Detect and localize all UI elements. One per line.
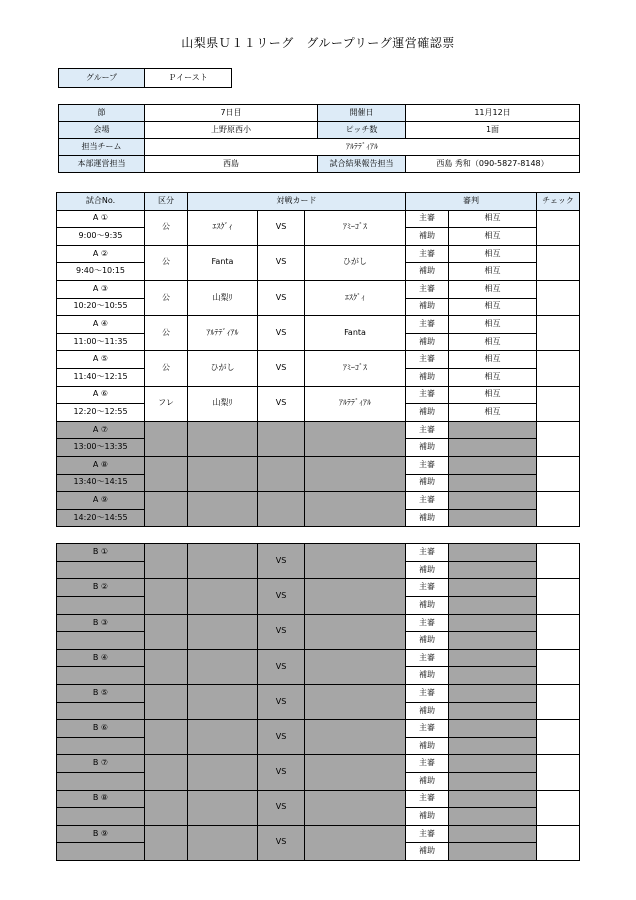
role-main-label: 主審 [406, 755, 449, 773]
match-row [57, 280, 580, 298]
match-row [57, 245, 580, 263]
role-assist-label: 補助 [406, 773, 449, 791]
header-match-no: 試合No. [57, 193, 145, 211]
away-team [305, 720, 406, 755]
check-cell [537, 386, 580, 421]
role-assist-label: 補助 [406, 737, 449, 755]
page-title: 山梨県Ｕ１１リーグ グループリーグ運営確認票 [181, 36, 455, 50]
match-time: 11:40～12:15 [57, 368, 145, 386]
check-cell [537, 755, 580, 790]
separator-cell [57, 527, 580, 544]
match-id: A ④ [57, 316, 145, 334]
away-team [305, 825, 406, 860]
ref-main-value [449, 649, 537, 667]
section-value: 7日目 [145, 105, 318, 122]
group-label: グループ [59, 69, 145, 88]
match-row [57, 755, 580, 773]
ref-main-value [449, 614, 537, 632]
ref-main-value [449, 492, 537, 510]
role-assist-label: 補助 [406, 439, 449, 457]
role-main-label: 主審 [406, 245, 449, 263]
vs-label: VS [258, 685, 305, 720]
away-team [305, 544, 406, 579]
match-kubun [145, 720, 188, 755]
pitch-label: ピッチ数 [318, 122, 406, 139]
header-card: 対戦カード [188, 193, 406, 211]
ref-assist-value: 相互 [449, 263, 537, 281]
home-team [188, 544, 258, 579]
match-id: B ⑦ [57, 755, 145, 773]
away-team [305, 790, 406, 825]
team-label: 担当チーム [59, 139, 145, 156]
check-cell [537, 421, 580, 456]
match-row [57, 456, 580, 474]
match-id: B ⑤ [57, 685, 145, 703]
vs-label [258, 421, 305, 456]
role-assist-label: 補助 [406, 597, 449, 615]
match-kubun [145, 825, 188, 860]
ref-main-value: 相互 [449, 210, 537, 228]
check-cell [537, 544, 580, 579]
vs-label: VS [258, 825, 305, 860]
home-team [188, 825, 258, 860]
match-id: A ③ [57, 280, 145, 298]
role-main-label: 主審 [406, 421, 449, 439]
ref-assist-value [449, 808, 537, 826]
check-cell [537, 790, 580, 825]
role-main-label: 主審 [406, 649, 449, 667]
header-referee: 審判 [406, 193, 537, 211]
vs-label: VS [258, 790, 305, 825]
match-kubun: 公 [145, 351, 188, 386]
role-main-label: 主審 [406, 351, 449, 369]
match-time [57, 632, 145, 650]
match-row [57, 825, 580, 843]
check-cell [537, 280, 580, 315]
ref-main-value [449, 825, 537, 843]
home-team [188, 755, 258, 790]
match-row [57, 421, 580, 439]
vs-label: VS [258, 755, 305, 790]
match-time: 13:40～14:15 [57, 474, 145, 492]
match-id: B ⑥ [57, 720, 145, 738]
check-cell [537, 456, 580, 491]
role-main-label: 主審 [406, 720, 449, 738]
match-time: 10:20～10:55 [57, 298, 145, 316]
match-kubun: 公 [145, 210, 188, 245]
date-label: 開催日 [318, 105, 406, 122]
role-assist-label: 補助 [406, 228, 449, 246]
role-assist-label: 補助 [406, 298, 449, 316]
match-row [57, 544, 580, 562]
home-team: ひがし [188, 351, 258, 386]
match-id: B ① [57, 544, 145, 562]
ref-assist-value [449, 773, 537, 791]
role-main-label: 主審 [406, 825, 449, 843]
role-main-label: 主審 [406, 685, 449, 703]
role-main-label: 主審 [406, 280, 449, 298]
match-id: A ⑦ [57, 421, 145, 439]
away-team: ひがし [305, 245, 406, 280]
match-time: 11:00～11:35 [57, 333, 145, 351]
match-row [57, 614, 580, 632]
check-cell [537, 316, 580, 351]
home-team [188, 579, 258, 614]
match-time [57, 843, 145, 861]
ref-main-value [449, 579, 537, 597]
match-time [57, 597, 145, 615]
ref-assist-value: 相互 [449, 333, 537, 351]
group-table [58, 68, 232, 88]
match-row [57, 579, 580, 597]
venue-value: 上野原西小 [145, 122, 318, 139]
ref-main-value [449, 421, 537, 439]
match-kubun [145, 614, 188, 649]
check-cell [537, 614, 580, 649]
home-team: 山梨ﾘ [188, 386, 258, 421]
ref-assist-value: 相互 [449, 228, 537, 246]
match-time [57, 808, 145, 826]
match-kubun [145, 685, 188, 720]
check-cell [537, 825, 580, 860]
check-cell [537, 685, 580, 720]
ref-assist-value: 相互 [449, 404, 537, 422]
match-id: A ⑧ [57, 456, 145, 474]
match-row [57, 685, 580, 703]
away-team [305, 649, 406, 684]
hq-value: 西島 [145, 156, 318, 173]
match-time: 14:20～14:55 [57, 509, 145, 527]
match-kubun [145, 755, 188, 790]
vs-label [258, 492, 305, 527]
match-time [57, 773, 145, 791]
ref-main-value [449, 755, 537, 773]
report-label: 試合結果報告担当 [318, 156, 406, 173]
away-team [305, 492, 406, 527]
away-team [305, 579, 406, 614]
ref-main-value: 相互 [449, 280, 537, 298]
role-assist-label: 補助 [406, 368, 449, 386]
match-id: B ③ [57, 614, 145, 632]
ref-main-value [449, 685, 537, 703]
vs-label: VS [258, 316, 305, 351]
home-team [188, 492, 258, 527]
role-assist-label: 補助 [406, 561, 449, 579]
home-team [188, 614, 258, 649]
role-main-label: 主審 [406, 456, 449, 474]
role-assist-label: 補助 [406, 263, 449, 281]
ref-main-value [449, 544, 537, 562]
vs-label: VS [258, 649, 305, 684]
pitch-value: 1面 [406, 122, 580, 139]
role-assist-label: 補助 [406, 843, 449, 861]
role-assist-label: 補助 [406, 808, 449, 826]
match-row [57, 316, 580, 334]
ref-main-value [449, 456, 537, 474]
match-kubun [145, 790, 188, 825]
away-team: ｱﾐｰｺﾞｽ [305, 210, 406, 245]
vs-label: VS [258, 544, 305, 579]
header-check: チェック [537, 193, 580, 211]
vs-label [258, 456, 305, 491]
match-kubun [145, 579, 188, 614]
ref-main-value: 相互 [449, 245, 537, 263]
role-main-label: 主審 [406, 210, 449, 228]
away-team: ｴｽｸﾞｨ [305, 280, 406, 315]
ref-assist-value [449, 702, 537, 720]
check-cell [537, 579, 580, 614]
match-kubun [145, 544, 188, 579]
vs-label: VS [258, 280, 305, 315]
section-separator [57, 527, 580, 544]
home-team: Fanta [188, 245, 258, 280]
role-assist-label: 補助 [406, 333, 449, 351]
home-team: 山梨ﾘ [188, 280, 258, 315]
ref-assist-value [449, 667, 537, 685]
role-main-label: 主審 [406, 386, 449, 404]
match-table [56, 192, 580, 861]
vs-label: VS [258, 386, 305, 421]
venue-label: 会場 [59, 122, 145, 139]
away-team: ｱﾐｰｺﾞｽ [305, 351, 406, 386]
ref-assist-value: 相互 [449, 298, 537, 316]
match-time [57, 737, 145, 755]
role-main-label: 主審 [406, 492, 449, 510]
role-assist-label: 補助 [406, 404, 449, 422]
ref-main-value: 相互 [449, 386, 537, 404]
match-id: A ⑨ [57, 492, 145, 510]
match-kubun [145, 649, 188, 684]
away-team [305, 421, 406, 456]
home-team: ｱﾙﾃﾃﾞｨｱﾙ [188, 316, 258, 351]
role-main-label: 主審 [406, 316, 449, 334]
check-cell [537, 492, 580, 527]
vs-label: VS [258, 210, 305, 245]
ref-assist-value [449, 439, 537, 457]
match-kubun: 公 [145, 245, 188, 280]
home-team: ｴｽｸﾞｨ [188, 210, 258, 245]
role-main-label: 主審 [406, 790, 449, 808]
role-main-label: 主審 [406, 544, 449, 562]
match-id: A ⑤ [57, 351, 145, 369]
match-time: 13:00～13:35 [57, 439, 145, 457]
away-team [305, 456, 406, 491]
check-cell [537, 720, 580, 755]
match-time: 12:20～12:55 [57, 404, 145, 422]
check-cell [537, 351, 580, 386]
check-cell [537, 210, 580, 245]
match-row [57, 790, 580, 808]
match-row [57, 720, 580, 738]
vs-label: VS [258, 720, 305, 755]
match-id: B ② [57, 579, 145, 597]
vs-label: VS [258, 351, 305, 386]
ref-assist-value: 相互 [449, 368, 537, 386]
match-kubun [145, 456, 188, 491]
match-row [57, 386, 580, 404]
match-kubun [145, 421, 188, 456]
away-team [305, 614, 406, 649]
match-row [57, 492, 580, 510]
vs-label: VS [258, 579, 305, 614]
match-id: B ⑧ [57, 790, 145, 808]
away-team [305, 755, 406, 790]
ref-main-value: 相互 [449, 316, 537, 334]
ref-assist-value [449, 843, 537, 861]
role-assist-label: 補助 [406, 632, 449, 650]
match-time [57, 667, 145, 685]
home-team [188, 649, 258, 684]
home-team [188, 790, 258, 825]
away-team [305, 685, 406, 720]
home-team [188, 685, 258, 720]
match-id: B ⑨ [57, 825, 145, 843]
ref-assist-value [449, 561, 537, 579]
role-assist-label: 補助 [406, 474, 449, 492]
role-assist-label: 補助 [406, 702, 449, 720]
match-time [57, 561, 145, 579]
date-value: 11月12日 [406, 105, 580, 122]
ref-assist-value [449, 597, 537, 615]
match-kubun [145, 492, 188, 527]
home-team [188, 720, 258, 755]
match-id: A ② [57, 245, 145, 263]
match-id: A ① [57, 210, 145, 228]
ref-assist-value [449, 509, 537, 527]
match-row [57, 351, 580, 369]
match-row [57, 649, 580, 667]
match-id: B ④ [57, 649, 145, 667]
ref-main-value [449, 720, 537, 738]
group-value: Ｐイースト [145, 69, 232, 88]
vs-label: VS [258, 614, 305, 649]
hq-label: 本部運営担当 [59, 156, 145, 173]
home-team [188, 421, 258, 456]
away-team: Fanta [305, 316, 406, 351]
match-kubun: 公 [145, 280, 188, 315]
match-kubun: 公 [145, 316, 188, 351]
section-label: 節 [59, 105, 145, 122]
match-time: 9:40～10:15 [57, 263, 145, 281]
match-id: A ⑥ [57, 386, 145, 404]
match-row [57, 210, 580, 228]
check-cell [537, 245, 580, 280]
header-kubun: 区分 [145, 193, 188, 211]
info-table [58, 104, 580, 173]
report-value: 西島 秀和（090-5827-8148） [406, 156, 580, 173]
ref-assist-value [449, 737, 537, 755]
role-main-label: 主審 [406, 579, 449, 597]
ref-assist-value [449, 474, 537, 492]
match-kubun: フレ [145, 386, 188, 421]
check-cell [537, 649, 580, 684]
match-time: 9:00～9:35 [57, 228, 145, 246]
ref-main-value [449, 790, 537, 808]
vs-label: VS [258, 245, 305, 280]
ref-main-value: 相互 [449, 351, 537, 369]
match-time [57, 702, 145, 720]
team-value: ｱﾙﾃﾃﾞｨｱﾙ [145, 139, 580, 156]
home-team [188, 456, 258, 491]
role-assist-label: 補助 [406, 667, 449, 685]
away-team: ｱﾙﾃﾃﾞｨｱﾙ [305, 386, 406, 421]
role-assist-label: 補助 [406, 509, 449, 527]
role-main-label: 主審 [406, 614, 449, 632]
ref-assist-value [449, 632, 537, 650]
